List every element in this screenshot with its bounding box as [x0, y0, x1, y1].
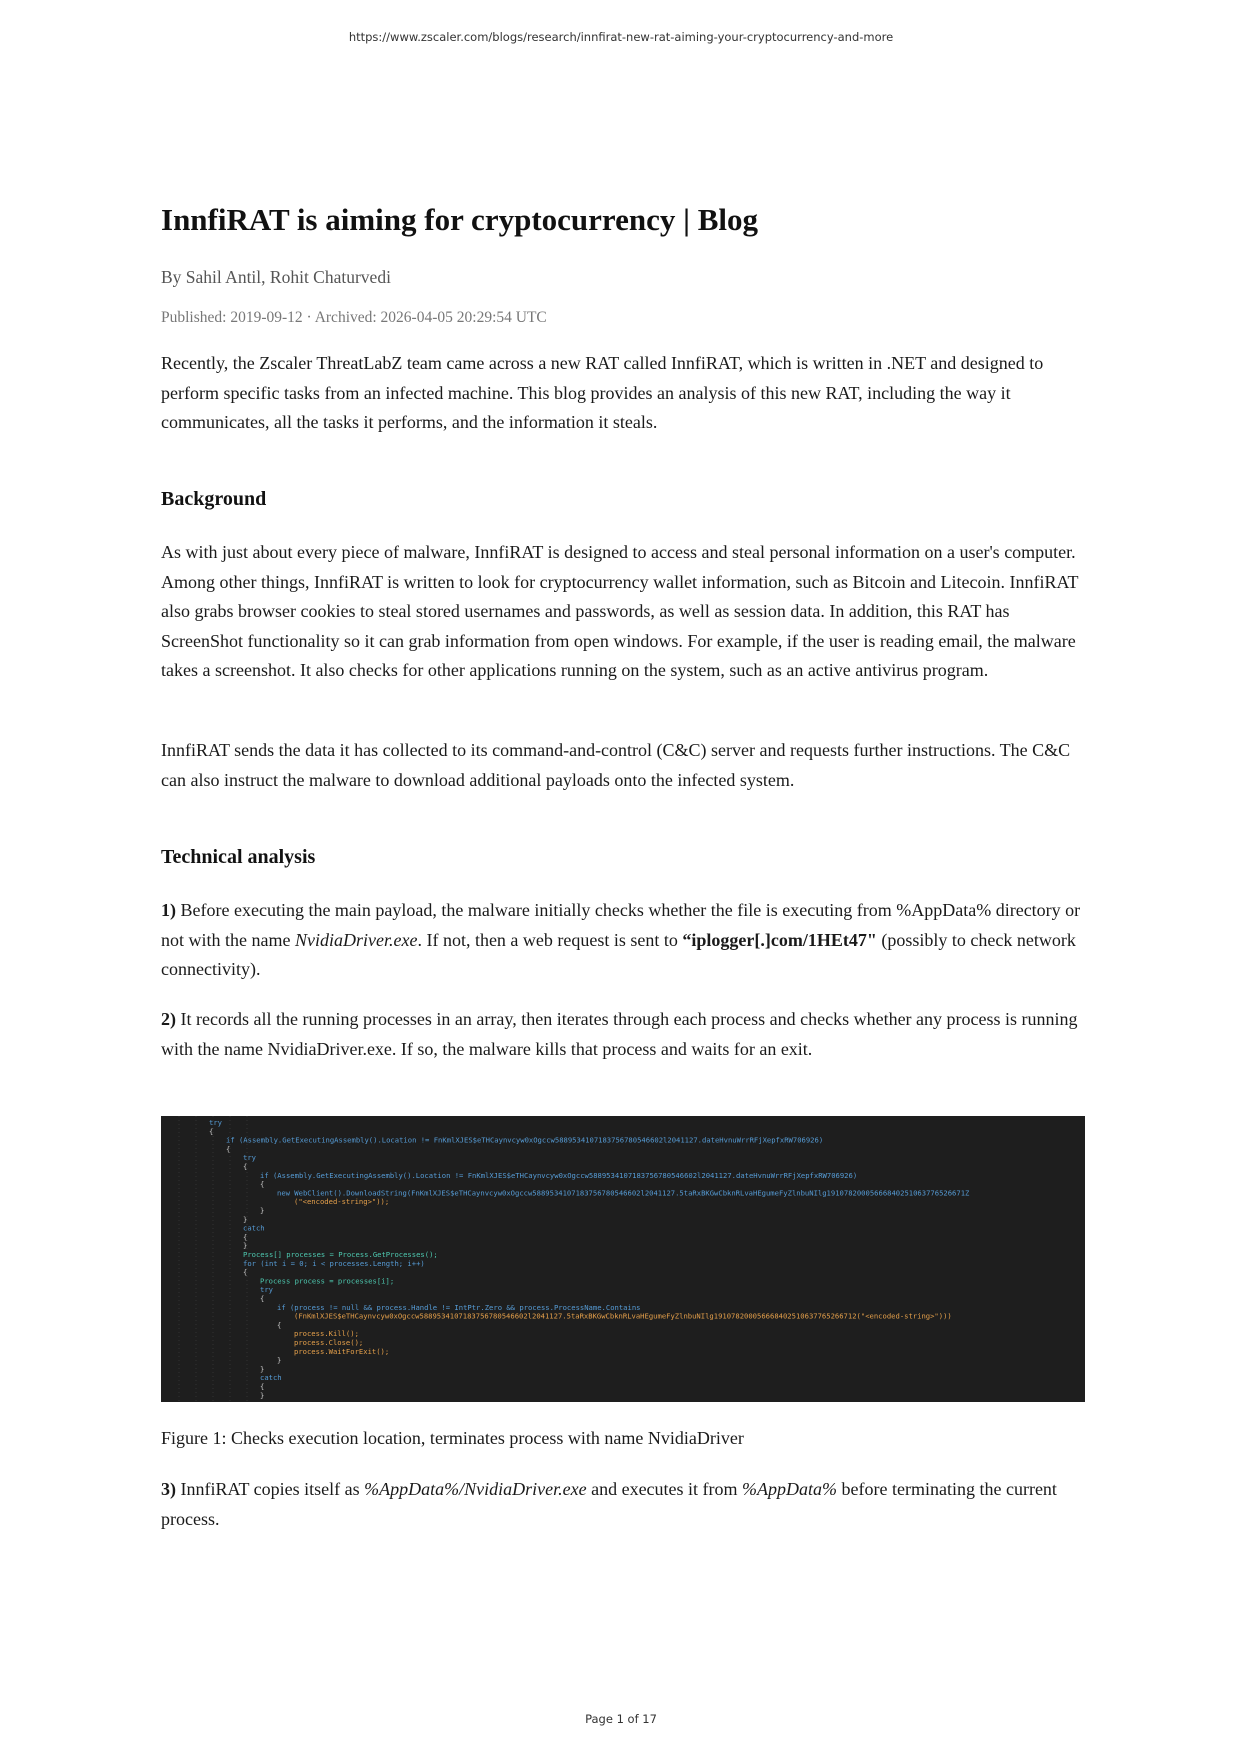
code-line: { — [226, 1144, 231, 1154]
code-line: { — [260, 1294, 265, 1303]
page-footer: Page 1 of 17 — [585, 1712, 657, 1726]
step-2-number: 2) — [161, 1009, 176, 1029]
code-line: } — [260, 1364, 265, 1374]
code-line: process.WaitForExit(); — [294, 1346, 390, 1356]
step-3-text-a: InnfiRAT copies itself as — [176, 1479, 365, 1499]
step-1-url: “iplogger[.]com/1HEt47" — [682, 929, 877, 950]
code-line: if (Assembly.GetExecutingAssembly().Location != FnKmlXJES$eTHCaynvcyw0xOgccw5889534107183756780546602l2041127.dateHvnuWrrRFjXepfxRW706926) — [260, 1170, 858, 1180]
step-3-number: 3) — [161, 1479, 176, 1499]
code-line: { — [243, 1232, 248, 1242]
code-line: process.Kill(); — [294, 1329, 359, 1339]
step-3-path: %AppData%/NvidiaDriver.exe — [364, 1479, 587, 1499]
code-line: if (process != null && process.Handle != IntPtr.Zero && process.ProcessName.Contains — [277, 1302, 641, 1312]
code-line: { — [243, 1267, 248, 1277]
code-screenshot-figure — [161, 1116, 1085, 1402]
code-line: try — [260, 1285, 273, 1295]
step-1-text-a: Before executing the main payload, the malware initially checks whether the file is executing from %AppData% directory or not with the name — [161, 900, 1081, 950]
page-title: InnfiRAT is aiming for cryptocurrency | Blog — [161, 202, 758, 237]
step-2-text: It records all the running processes in an array, then iterates through each process and checks whether any process is running with the name NvidiaDriver.exe. If so, the malware kills that process and waits for an exit. — [161, 1009, 1078, 1059]
code-line: { — [209, 1126, 214, 1136]
code-line: try — [209, 1118, 222, 1127]
code-line: } — [277, 1355, 282, 1365]
code-line: catch — [243, 1223, 265, 1233]
step-1-filename: NvidiaDriver.exe — [294, 929, 418, 950]
publish-meta: Published: 2019-09-12 · Archived: 2026-04-05 20:29:54 UTC — [161, 309, 547, 326]
code-line: new WebClient().DownloadString(FnKmlXJES$eTHCaynvcyw0xOgccw5889534107183756780546602l2041127.5taRxBKGwCbknRLvaHEgumeFyZlnbuNIlg19107820005666840251063776526671Z — [277, 1188, 970, 1198]
code-line: try — [243, 1153, 256, 1163]
code-line: (FnKmlXJES$eTHCaynvcyw0xOgccw5889534107183756780546602l2041127.5taRxBKGwCbknRLvaHEgumeFyZlnbuNIlg191078200056668402510637765266712("<encoded-string>"))) — [294, 1311, 952, 1321]
code-line: } — [260, 1206, 265, 1215]
code-line: ("<encoded-string>")); — [294, 1197, 390, 1207]
code-line: { — [277, 1320, 282, 1330]
step-3-dir: %AppData% — [742, 1479, 838, 1499]
code-line: } — [260, 1390, 265, 1400]
code-line: } — [243, 1241, 248, 1251]
step-3-text-c: before terminating the current process. — [161, 1479, 1057, 1529]
step-1-text-c: (possibly to check network connectivity). — [161, 929, 1076, 979]
code-line: Process process = processes[i]; — [260, 1276, 395, 1286]
code-line: } — [243, 1214, 248, 1224]
code-line: Process[] processes = Process.GetProcesses(); — [243, 1250, 438, 1259]
code-line: catch — [260, 1373, 282, 1383]
code-line: process.Close(); — [294, 1338, 364, 1347]
background-paragraph-2: InnfiRAT sends the data it has collected to its command-and-control (C&C) server and requests further instructions. The C&C can also instruct the malware to download additional payloads onto the infected system. — [161, 740, 1071, 790]
step-1-number: 1) — [161, 900, 176, 920]
code-line: { — [260, 1179, 265, 1189]
byline: By Sahil Antil, Rohit Chaturvedi — [161, 267, 391, 287]
step-3-paragraph — [161, 1475, 1085, 1534]
background-heading: Background — [161, 488, 267, 510]
intro-paragraph: Recently, the Zscaler ThreatLabZ team came across a new RAT called InnfiRAT, which is written in .NET and designed to perform specific tasks from an infected machine. This blog provides an analysis of this new RAT, including the way it communicates, all the tasks it performs, and the information it steals. — [161, 353, 1044, 432]
code-line: if (Assembly.GetExecutingAssembly().Location != FnKmlXJES$eTHCaynvcyw0xOgccw5889534107183756780546602l2041127.dateHvnuWrrRFjXepfxRW706926) — [226, 1135, 824, 1145]
technical-analysis-heading: Technical analysis — [161, 846, 316, 868]
figure-caption: Figure 1: Checks execution location, terminates process with name NvidiaDriver — [161, 1428, 744, 1448]
page-url: https://www.zscaler.com/blogs/research/innfirat-new-rat-aiming-your-cryptocurrency-and-more — [348, 30, 894, 44]
step-3-text-b: and executes it from — [586, 1479, 743, 1499]
step-2-paragraph — [161, 1005, 1085, 1064]
code-line: { — [243, 1162, 248, 1171]
code-line: for (int i = 0; i < processes.Length; i++) — [243, 1258, 425, 1268]
step-1-text-b: . If not, then a web request is sent to — [417, 929, 683, 950]
step-1-paragraph — [161, 896, 1085, 985]
code-line: { — [260, 1382, 265, 1391]
background-paragraph-1: As with just about every piece of malware, InnfiRAT is designed to access and steal personal information on a user's computer. Among other things, InnfiRAT is written to look for cryptocurrency wallet information, such as Bitcoin and Litecoin. InnfiRAT also grabs browser cookies to steal stored usernames and passwords, as well as session data. In addition, this RAT has ScreenShot functionality so it can grab information from open windows. For example, if the user is reading email, the malware takes a screenshot. It also checks for other applications running on the system, such as an active antivirus program. — [161, 542, 1079, 680]
code-screenshot — [161, 1116, 1085, 1402]
